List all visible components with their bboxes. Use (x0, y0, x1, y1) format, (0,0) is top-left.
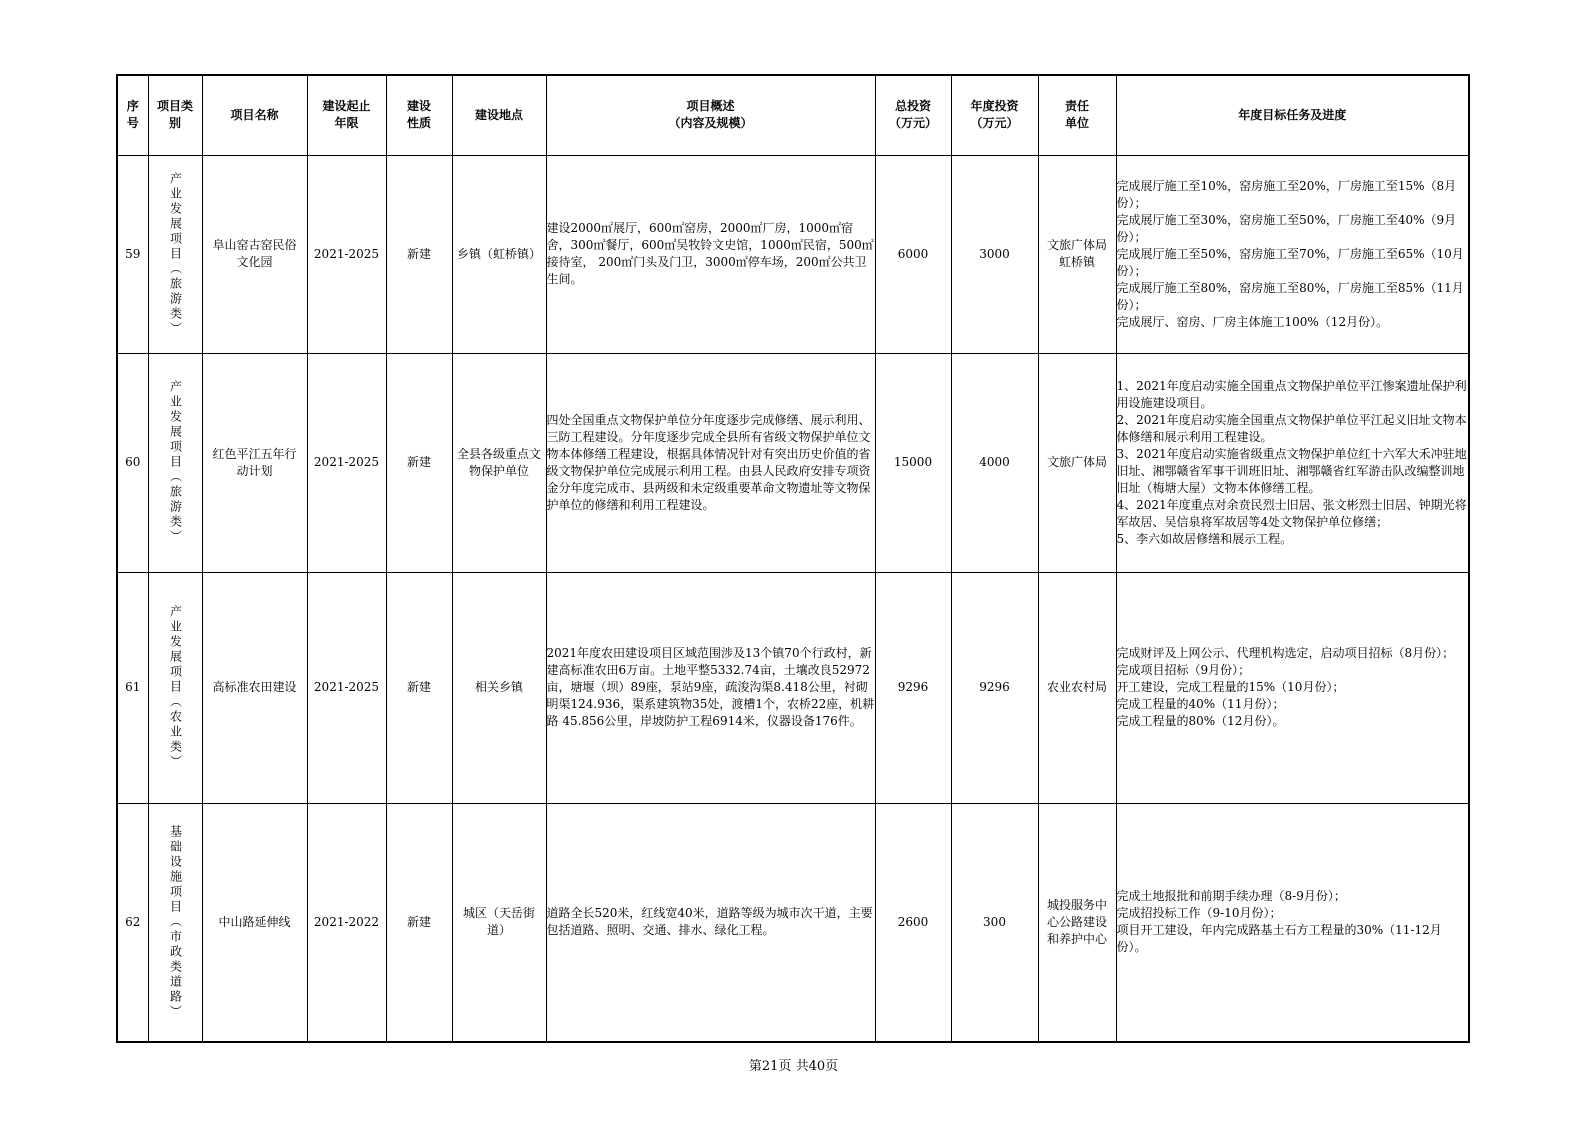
row-nature: 新建 (386, 572, 452, 803)
target-item: 2、2021年度启动实施全国重点文物保护单位平江起义旧址文物本体修缮和展示利用工程建设。 (1116, 412, 1467, 444)
row-total: 6000 (875, 155, 951, 353)
row-unit: 文旅广体局虹桥镇 (1038, 155, 1116, 353)
row-total: 9296 (875, 572, 951, 803)
row-annual: 4000 (951, 353, 1038, 572)
row-name: 中山路延伸线 (202, 803, 307, 1042)
row-seq: 62 (117, 803, 148, 1042)
row-targets (1116, 572, 1469, 803)
table-row (117, 803, 1469, 1042)
target-item: 项目开工建设，年内完成路基土石方工程量的30%（11-12月份）。 (1116, 923, 1442, 955)
row-location: 全县各级重点文物保护单位 (452, 353, 546, 572)
row-seq: 59 (117, 155, 148, 353)
row-category-text: 产业发展项目（旅游类） (168, 171, 183, 337)
row-annual: 9296 (951, 572, 1038, 803)
row-summary: 2021年度农田建设项目区域范围涉及13个镇70个行政村，新建高标准农田6万亩。土地平整5332.74亩，土壤改良52972亩，塘堰（坝）89座，泵站9座，疏浚沟渠8.418公里，衬砌明渠124.936，渠系建筑物35处，渡槽1个，农桥22座，机耕路 45.856公里，岸坡防护工程6914米，仪器设备176件。 (546, 572, 875, 803)
row-targets (1116, 803, 1469, 1042)
header-targets: 年度目标任务及进度 (1116, 75, 1469, 155)
row-category (148, 803, 202, 1042)
header-annual: 年度投资 （万元） (951, 75, 1038, 155)
row-nature: 新建 (386, 803, 452, 1042)
target-item: 完成项目招标（9月份）； (1116, 663, 1251, 677)
row-summary: 四处全国重点文物保护单位分年度逐步完成修缮、展示利用、三防工程建设。分年度逐步完成全县所有省级文物保护单位文物本体修缮工程建设，根据具体情况针对有突出历史价值的省级文物保护单位完成展示利用工程。由县人民政府安排专项资金分年度完成市、县两级和未定级重要革命文物遗址等文物保护单位的修缮和利用工程建设。 (546, 353, 875, 572)
header-name: 项目名称 (202, 75, 307, 155)
table-row (117, 572, 1469, 803)
row-period: 2021-2025 (307, 155, 386, 353)
row-unit: 农业农村局 (1038, 572, 1116, 803)
row-name: 红色平江五年行动计划 (202, 353, 307, 572)
row-summary: 建设2000㎡展厅，600㎡窑房，2000㎡厂房，1000㎡宿舍，300㎡餐厅，600㎡吴牧铃文史馆，1000㎡民宿，500㎡接待室， 200㎡门头及门卫，3000㎡停车场，200㎡公共卫生间。 (546, 155, 875, 353)
row-nature: 新建 (386, 155, 452, 353)
row-category-text: 产业发展项目（农业类） (168, 605, 183, 770)
row-category-text: 基础设施项目（市政类道路） (168, 824, 183, 1020)
row-period: 2021-2025 (307, 353, 386, 572)
row-total: 2600 (875, 803, 951, 1042)
target-item: 完成展厅施工至80%，窑房施工至80%，厂房施工至85%（11月份）； (1116, 280, 1464, 312)
table-row (117, 155, 1469, 353)
target-item: 完成展厅、窑房、厂房主体施工100%（12月份）。 (1116, 314, 1389, 329)
target-item: 完成财评及上网公示、代理机构选定，启动项目招标（8月份）； (1116, 646, 1455, 660)
row-category (148, 572, 202, 803)
header-summary: 项目概述 （内容及规模） (546, 75, 875, 155)
target-item: 完成工程量的80%（12月份）。 (1116, 714, 1285, 728)
row-category-text: 产业发展项目（旅游类） (168, 380, 183, 545)
page-footer: 第21页 共40页 (748, 1059, 839, 1074)
row-annual: 300 (951, 803, 1038, 1042)
header-seq: 序 号 (117, 75, 148, 155)
row-category (148, 353, 202, 572)
row-annual: 3000 (951, 155, 1038, 353)
row-unit: 城投服务中心公路建设和养护中心 (1038, 803, 1116, 1042)
table-row (117, 353, 1469, 572)
row-nature: 新建 (386, 353, 452, 572)
row-name: 阜山窑古窑民俗文化园 (202, 155, 307, 353)
header-category: 项目类 别 (148, 75, 202, 155)
header-period: 建设起止 年限 (307, 75, 386, 155)
header-nature: 建设 性质 (386, 75, 452, 155)
target-item: 3、2021年度启动实施省级重点文物保护单位红十六军大禾冲驻地旧址、湘鄂赣省军事干训班旧址、湘鄂赣省红军游击队改编整训地旧址（梅塘大屋）文物本体修缮工程。 (1116, 446, 1467, 495)
target-item: 完成土地报批和前期手续办理（8-9月份）； (1116, 889, 1346, 904)
target-item: 完成工程量的40%（11月份）； (1116, 697, 1285, 711)
row-summary: 道路全长520米，红线宽40米，道路等级为城市次干道，主要包括道路、照明、交通、排水、绿化工程。 (546, 803, 875, 1042)
target-item: 开工建设，完成工程量的15%（10月份）； (1116, 680, 1345, 694)
target-item: 完成展厅施工至50%，窑房施工至70%，厂房施工至65%（10月份）； (1116, 246, 1464, 278)
row-targets (1116, 353, 1469, 572)
row-location: 相关乡镇 (452, 572, 546, 803)
row-category (148, 155, 202, 353)
row-seq: 60 (117, 353, 148, 572)
header-row (117, 75, 1469, 155)
target-item: 4、2021年度重点对余贲民烈士旧居、张文彬烈士旧居、钟期光将军故居、吴信泉将军故居等4处文物保护单位修缮； (1116, 497, 1467, 529)
row-period: 2021-2025 (307, 572, 386, 803)
header-total: 总投资 （万元） (875, 75, 951, 155)
row-targets (1116, 155, 1469, 353)
row-name: 高标准农田建设 (202, 572, 307, 803)
header-location: 建设地点 (452, 75, 546, 155)
row-unit: 文旅广体局 (1038, 353, 1116, 572)
row-location: 乡镇（虹桥镇） (452, 155, 546, 353)
target-item: 完成展厅施工至10%，窑房施工至20%，厂房施工至15%（8月份）； (1116, 178, 1457, 210)
target-item: 完成招投标工作（9-10月份）； (1116, 906, 1282, 921)
header-unit: 责任 单位 (1038, 75, 1116, 155)
row-location: 城区（天岳街道） (452, 803, 546, 1042)
row-seq: 61 (117, 572, 148, 803)
target-item: 1、2021年度启动实施全国重点文物保护单位平江惨案遗址保护利用设施建设项目。 (1116, 378, 1467, 410)
row-period: 2021-2022 (307, 803, 386, 1042)
target-item: 完成展厅施工至30%，窑房施工至50%，厂房施工至40%（9月份）； (1116, 212, 1457, 244)
project-table (116, 74, 1470, 1043)
row-total: 15000 (875, 353, 951, 572)
target-item: 5、李六如故居修缮和展示工程。 (1116, 531, 1293, 546)
